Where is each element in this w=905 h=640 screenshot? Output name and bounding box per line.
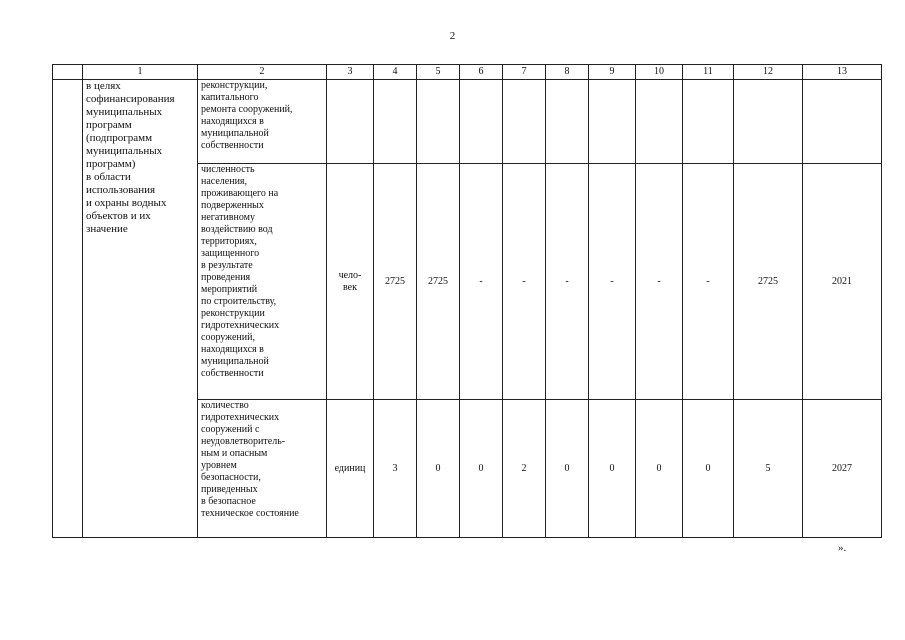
value-cell: - — [636, 164, 683, 400]
unit-text: чело- век — [338, 269, 362, 293]
header-cell: 8 — [546, 65, 589, 80]
header-cell: 9 — [589, 65, 636, 80]
unit-cell — [327, 80, 374, 164]
value-cell: 2725 — [374, 164, 417, 400]
value-cell — [417, 80, 460, 164]
value-cell — [460, 80, 503, 164]
data-table — [52, 64, 882, 538]
indicator-cell — [198, 80, 327, 164]
table-row — [53, 80, 882, 164]
value-cell: - — [503, 164, 546, 400]
purpose-text: в целях софинансирования муниципальных программ (подпрограмм муниципальных программ) в области использования и охраны водных объектов и их значение — [86, 80, 175, 235]
header-cell: 11 — [683, 65, 734, 80]
header-cell: 7 — [503, 65, 546, 80]
value-cell: 0 — [417, 400, 460, 538]
unit-cell — [327, 164, 374, 400]
value-cell: 3 — [374, 400, 417, 538]
header-cell: 3 — [327, 65, 374, 80]
value-cell — [636, 80, 683, 164]
value-cell: 0 — [589, 400, 636, 538]
empty-cell — [53, 80, 83, 538]
page-number: 2 — [449, 30, 456, 42]
header-cell: 12 — [734, 65, 803, 80]
closing-quote-mark: ». — [838, 542, 847, 554]
value-cell — [374, 80, 417, 164]
unit-cell — [327, 400, 374, 538]
unit-text: единиц — [334, 462, 366, 474]
value-cell — [734, 80, 803, 164]
value-cell: - — [589, 164, 636, 400]
value-cell: 2 — [503, 400, 546, 538]
value-cell: - — [683, 164, 734, 400]
indicator-text: количество гидротехнических сооружений с неудовлетворитель- ным и опасным уровнем безопасности, приведенных в безопасное техническое состояние — [201, 400, 299, 519]
value-cell: - — [546, 164, 589, 400]
purpose-cell — [83, 80, 198, 538]
indicator-text: реконструкции, капитального ремонта сооружений, находящихся в муниципальной собственности — [201, 80, 293, 151]
value-cell: 0 — [636, 400, 683, 538]
header-cell: 4 — [374, 65, 417, 80]
value-cell: 2725 — [734, 164, 803, 400]
header-row — [53, 65, 882, 80]
value-cell — [803, 80, 882, 164]
value-cell: 0 — [460, 400, 503, 538]
value-cell: - — [460, 164, 503, 400]
header-cell: 5 — [417, 65, 460, 80]
value-cell: 2725 — [417, 164, 460, 400]
value-cell — [683, 80, 734, 164]
value-cell: 0 — [546, 400, 589, 538]
header-cell: 1 — [83, 65, 198, 80]
value-cell — [546, 80, 589, 164]
header-cell: 6 — [460, 65, 503, 80]
value-cell: 2027 — [803, 400, 882, 538]
value-cell: 0 — [683, 400, 734, 538]
indicator-cell — [198, 400, 327, 538]
value-cell — [589, 80, 636, 164]
value-cell — [503, 80, 546, 164]
header-cell — [53, 65, 83, 80]
value-cell: 2021 — [803, 164, 882, 400]
header-cell: 13 — [803, 65, 882, 80]
indicator-cell — [198, 164, 327, 400]
header-cell: 10 — [636, 65, 683, 80]
indicator-text: численность населения, проживающего на подверженных негативному воздействию вод территориях, защищенного в результате проведения мероприятий по строительству, реконструкции гидротехнических сооружений, находящихся в муниципальной собственности — [201, 164, 280, 379]
value-cell: 5 — [734, 400, 803, 538]
header-cell: 2 — [198, 65, 327, 80]
